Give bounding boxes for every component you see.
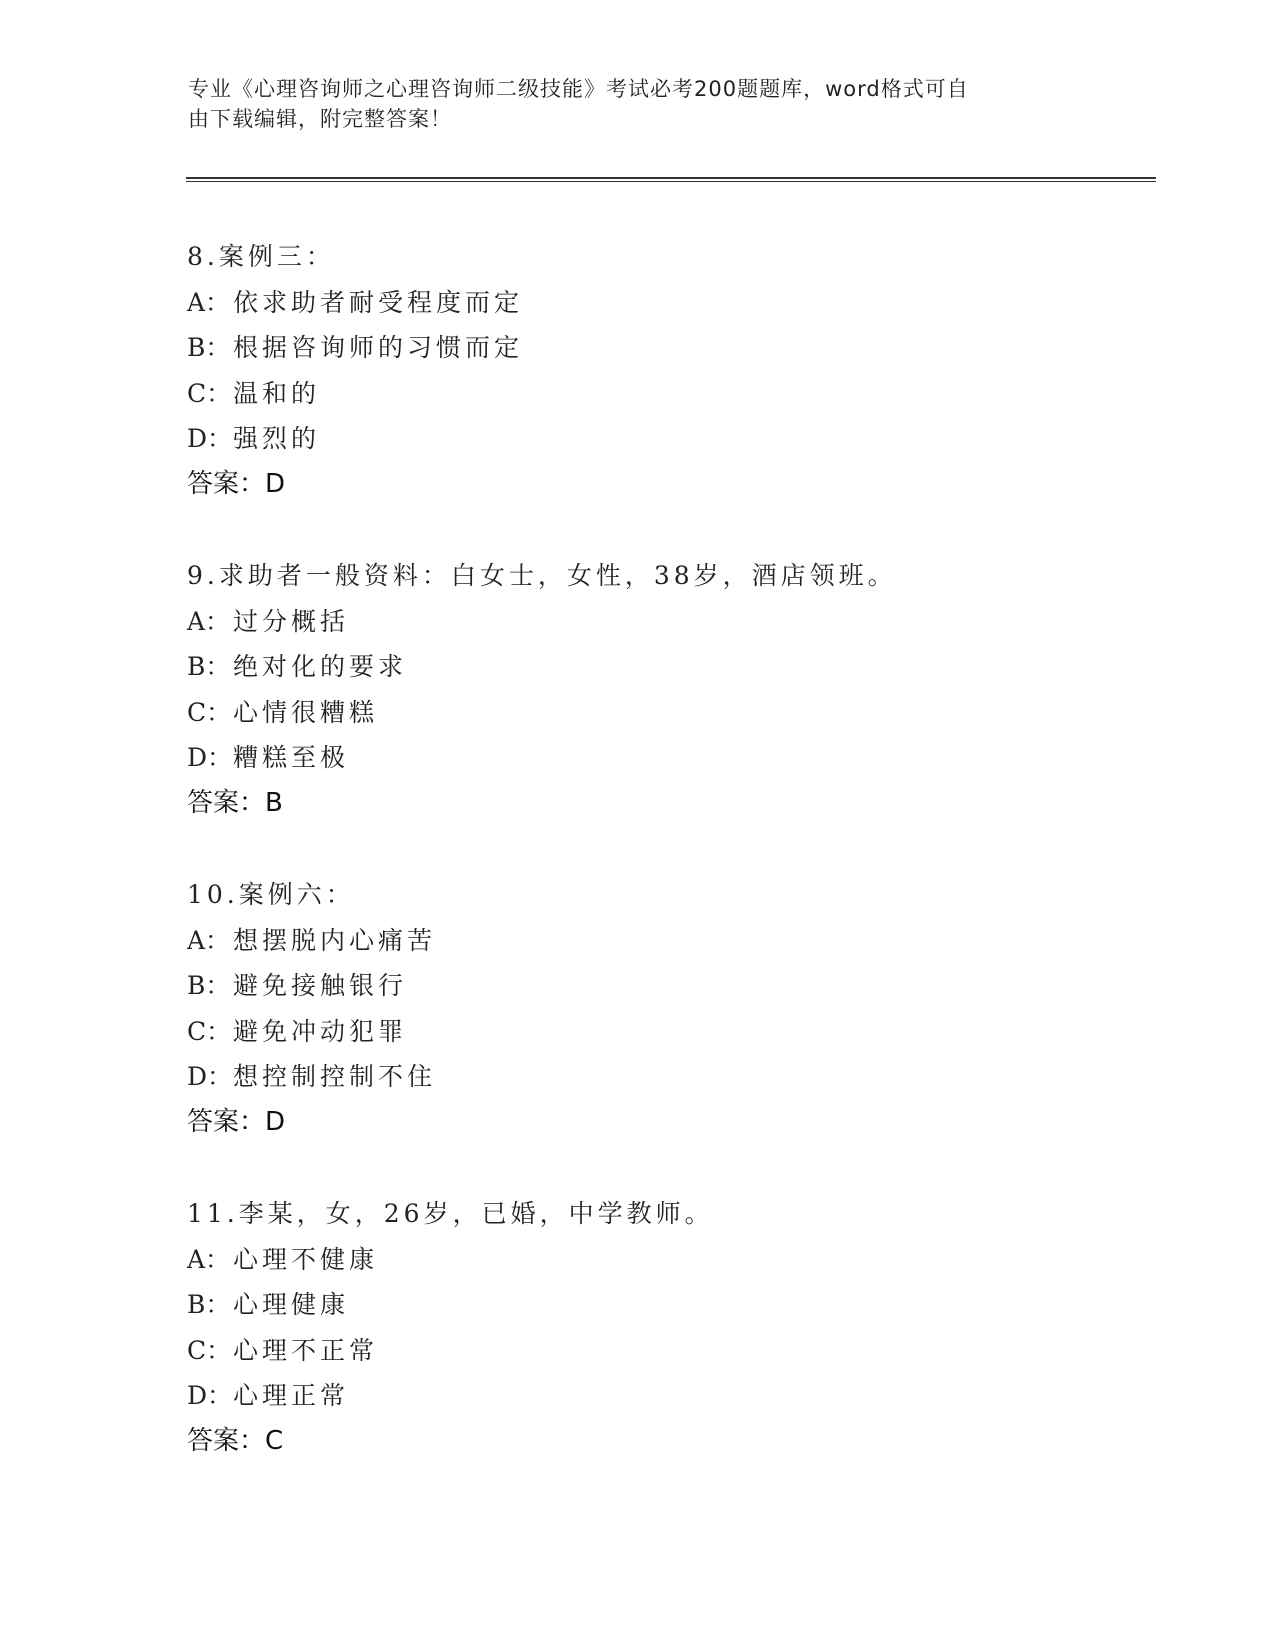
option-text: 根据咨询师的习惯而定: [233, 333, 524, 362]
option-text: 心理健康: [233, 1290, 350, 1319]
option-key: B：: [187, 333, 231, 362]
question-block: [187, 1191, 1087, 1464]
header-divider-thin: [186, 181, 1156, 182]
option-c: [187, 371, 1087, 417]
option-a: [187, 1237, 1087, 1283]
option-text: 想摆脱内心痛苦: [233, 925, 437, 955]
option-text: 避免冲动犯罪: [233, 1016, 408, 1046]
question-block: [187, 872, 1087, 1145]
option-key: D：: [187, 1381, 233, 1410]
option-a: [187, 280, 1087, 326]
option-text: 想控制控制不住: [233, 1062, 437, 1091]
option-text: 绝对化的要求: [233, 652, 408, 681]
answer-line: 答案：C: [187, 1425, 284, 1456]
option-text: 心情很糟糕: [233, 697, 379, 727]
option-key: D：: [187, 743, 233, 772]
option-text: 过分概括: [233, 606, 350, 636]
option-key: B：: [187, 652, 231, 681]
answer-line: 答案：D: [187, 1106, 286, 1137]
header-divider-thick: [186, 177, 1156, 179]
option-key: D：: [187, 424, 233, 453]
option-c: [187, 1009, 1087, 1055]
option-key: C：: [187, 378, 232, 408]
option-d: [187, 1373, 1087, 1419]
option-d: [187, 1054, 1087, 1100]
answer-line: 答案：B: [187, 787, 283, 818]
option-key: A：: [187, 925, 231, 955]
question-stem: 11.李某，女，26岁，已婚，中学教师。: [187, 1199, 714, 1228]
option-key: A：: [187, 287, 231, 317]
option-key: C：: [187, 1016, 232, 1046]
option-text: 糟糕至极: [233, 743, 350, 772]
option-text: 心理不健康: [233, 1244, 379, 1274]
option-key: A：: [187, 606, 231, 636]
option-key: A：: [187, 1244, 231, 1274]
header-line-1: 专业《心理咨询师之心理咨询师二级技能》考试必考200题题库，word格式可自: [188, 77, 969, 101]
answer-line: 答案：D: [187, 468, 286, 499]
option-a: [187, 599, 1087, 645]
question-stem: 9.求助者一般资料：白女士，女性，38岁，酒店领班。: [187, 561, 897, 590]
option-d: [187, 735, 1087, 781]
option-c: [187, 1328, 1087, 1374]
question-block: [187, 553, 1087, 826]
option-b: [187, 325, 1087, 371]
option-text: 心理不正常: [233, 1335, 379, 1365]
option-b: [187, 963, 1087, 1009]
option-text: 依求助者耐受程度而定: [233, 287, 524, 317]
option-text: 强烈的: [233, 424, 321, 453]
option-text: 心理正常: [233, 1381, 350, 1410]
option-b: [187, 644, 1087, 690]
header-line-2: 由下载编辑，附完整答案！: [188, 107, 452, 131]
option-a: [187, 918, 1087, 964]
option-key: C：: [187, 697, 232, 727]
option-d: [187, 416, 1087, 462]
option-b: [187, 1282, 1087, 1328]
option-key: B：: [187, 1290, 231, 1319]
option-text: 避免接触银行: [233, 971, 408, 1000]
question-block: [187, 234, 1087, 507]
document-header: [188, 74, 1068, 134]
question-stem: 10.案例六：: [187, 880, 355, 909]
option-key: C：: [187, 1335, 232, 1365]
option-c: [187, 690, 1087, 736]
question-stem: 8.案例三：: [187, 242, 335, 271]
option-text: 温和的: [233, 378, 321, 408]
option-key: D：: [187, 1062, 233, 1091]
option-key: B：: [187, 971, 231, 1000]
